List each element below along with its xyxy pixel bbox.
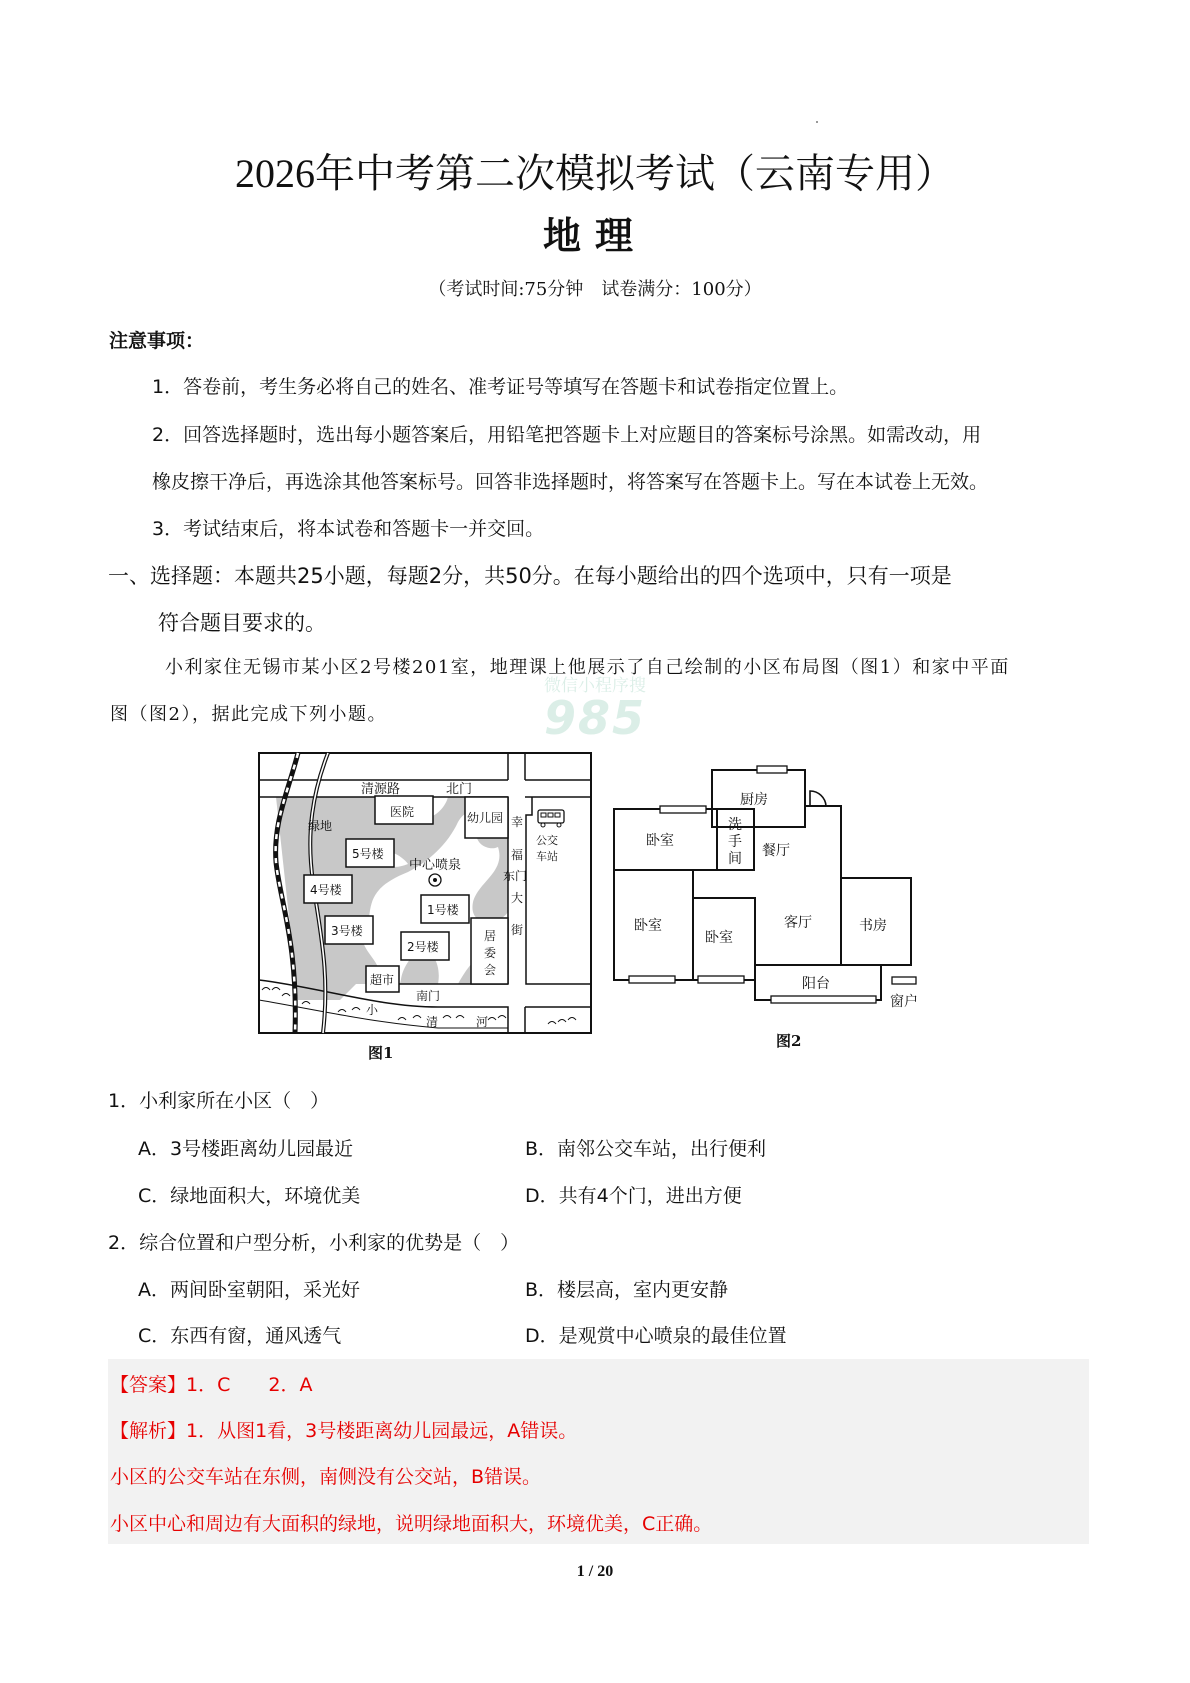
svg-text:公交: 公交 — [536, 834, 558, 847]
svg-text:南门: 南门 — [416, 989, 441, 1003]
svg-text:餐厅: 餐厅 — [762, 843, 790, 859]
svg-text:厨房: 厨房 — [740, 792, 768, 808]
question-2-option-d: D．是观赏中心喷泉的最佳位置 — [525, 1325, 787, 1347]
question-2-option-b: B．楼层高，室内更安静 — [525, 1279, 729, 1301]
question-2-option-c: C．东西有窗，通风透气 — [138, 1325, 342, 1347]
svg-text:幸: 幸 — [511, 815, 524, 829]
svg-text:河: 河 — [476, 1015, 489, 1029]
svg-text:超市: 超市 — [370, 973, 395, 987]
svg-text:中心喷泉: 中心喷泉 — [409, 858, 462, 873]
svg-text:间: 间 — [728, 851, 742, 867]
svg-text:手: 手 — [728, 834, 742, 850]
svg-text:2号楼: 2号楼 — [407, 940, 439, 954]
answer-line: 【答案】1．C 2．A — [110, 1374, 313, 1396]
watermark-number: 985 — [543, 691, 647, 745]
svg-text:北门: 北门 — [446, 782, 473, 797]
watermark-text: 微信小程序搜 — [544, 676, 646, 696]
analysis-line-1: 【解析】1．从图1看，3号楼距离幼儿园最远，A错误。 — [110, 1420, 578, 1442]
notice-item-3: 3．考试结束后，将本试卷和答题卡一并交回。 — [152, 518, 545, 540]
figure-1-caption: 图1 — [368, 1044, 394, 1062]
svg-text:车站: 车站 — [536, 850, 558, 863]
exam-title: 2026年中考第二次模拟考试（云南专用） — [235, 151, 955, 196]
intro-text: 小利家住无锡市某小区2号楼201室，地理课上他展示了自己绘制的小区布局图（图1）和家中平面 — [165, 657, 1010, 678]
notice-item-2: 2．回答选择题时，选出每小题答案后，用铅笔把答题卡上对应题目的答案标号涂黑。如需改动，用 — [152, 424, 982, 446]
question-1-option-c: C．绿地面积大，环境优美 — [138, 1185, 361, 1207]
svg-text:幼儿园: 幼儿园 — [467, 811, 504, 825]
svg-text:客厅: 客厅 — [784, 915, 812, 931]
question-1-option-d: D．共有4个门，进出方便 — [525, 1185, 742, 1207]
notice-heading: 注意事项： — [109, 330, 205, 352]
svg-text:1号楼: 1号楼 — [427, 903, 459, 917]
svg-text:医院: 医院 — [390, 805, 415, 819]
svg-text:清: 清 — [426, 1015, 439, 1029]
svg-text:会: 会 — [484, 963, 497, 977]
label-qingyuan-road: 清源路 — [361, 782, 401, 797]
notice-item-1: 1．答卷前，考生务必将自己的姓名、准考证号等填写在答题卡和试卷指定位置上。 — [152, 376, 849, 398]
stray-mark — [816, 121, 818, 123]
svg-text:书房: 书房 — [859, 918, 887, 934]
figure-2-caption: 图2 — [776, 1032, 802, 1050]
question-1-option-a: A．3号楼距离幼儿园最近 — [138, 1138, 354, 1160]
svg-text:卧室: 卧室 — [634, 918, 662, 934]
figure-1-community-map — [258, 752, 592, 1034]
section-heading-cont: 符合题目要求的。 — [158, 611, 326, 635]
svg-text:窗户: 窗户 — [890, 994, 918, 1010]
section-heading: 一、选择题：本题共25小题，每题2分，共50分。在每小题给出的四个选项中，只有一项是 — [108, 564, 952, 588]
svg-text:委: 委 — [484, 946, 497, 960]
svg-text:5号楼: 5号楼 — [352, 847, 384, 861]
svg-text:阳台: 阳台 — [802, 976, 830, 992]
svg-text:3号楼: 3号楼 — [331, 924, 363, 938]
watermark — [520, 676, 670, 745]
analysis-line-2: 小区的公交车站在东侧，南侧没有公交站，B错误。 — [110, 1466, 542, 1488]
question-2-stem: 2．综合位置和户型分析，小利家的优势是（ ） — [108, 1232, 520, 1254]
svg-text:居: 居 — [484, 929, 497, 943]
svg-text:大: 大 — [511, 891, 524, 905]
question-1-option-b: B．南邻公交车站，出行便利 — [525, 1138, 767, 1160]
analysis-line-3: 小区中心和周边有大面积的绿地，说明绿地面积大，环境优美，C正确。 — [110, 1513, 713, 1535]
figure-2-floor-plan — [612, 760, 944, 1020]
svg-text:东门: 东门 — [503, 869, 528, 883]
svg-text:4号楼: 4号楼 — [310, 883, 342, 897]
svg-text:街: 街 — [511, 923, 524, 937]
svg-text:卧室: 卧室 — [705, 930, 733, 946]
exam-info: （考试时间:75分钟 试卷满分：100分） — [428, 279, 762, 300]
svg-text:卧室: 卧室 — [646, 833, 674, 849]
svg-text:绿地: 绿地 — [308, 819, 333, 833]
notice-item-2-cont: 橡皮擦干净后，再选涂其他答案标号。回答非选择题时，将答案写在答题卡上。写在本试卷上无效。 — [152, 471, 989, 493]
intro-text-cont: 图（图2），据此完成下列小题。 — [110, 704, 387, 725]
svg-text:洗: 洗 — [728, 817, 742, 833]
question-2-option-a: A．两间卧室朝阳，采光好 — [138, 1279, 360, 1301]
svg-text:福: 福 — [511, 848, 524, 862]
page-number: 1 / 20 — [576, 1563, 614, 1580]
subject-title: 地理 — [542, 214, 647, 258]
question-1-stem: 1．小利家所在小区（ ） — [108, 1090, 330, 1112]
svg-text:小: 小 — [366, 1003, 379, 1017]
